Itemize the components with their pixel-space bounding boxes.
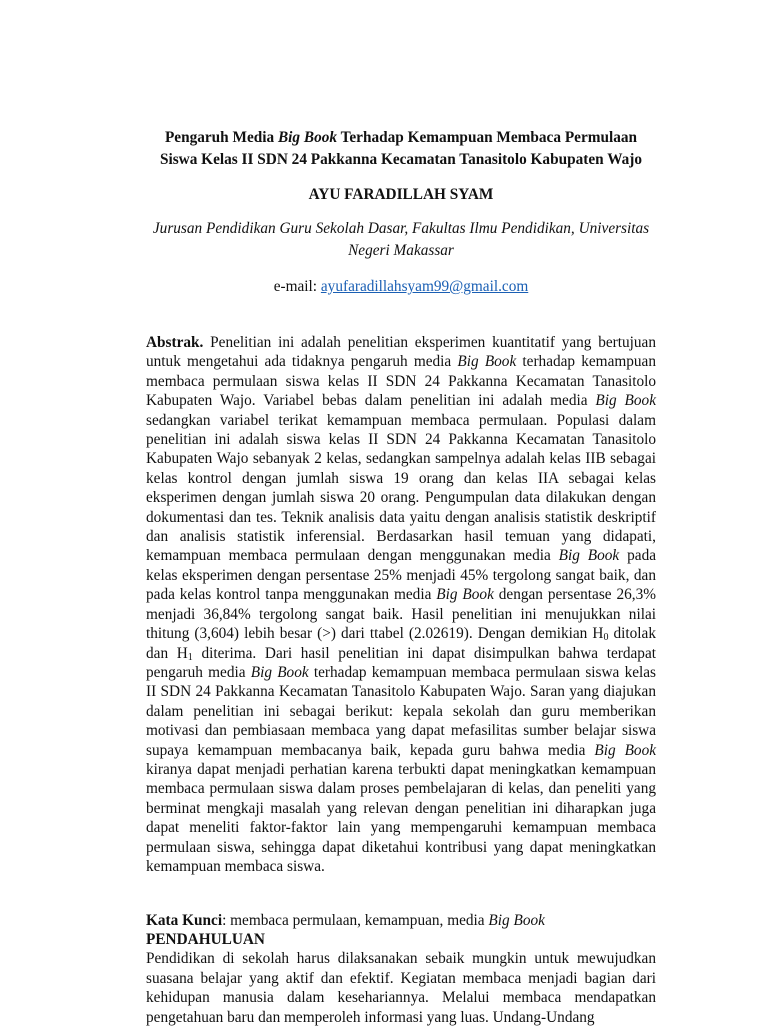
abstract-text: pada kelas eksperimen dengan persentase 25% menjadi 45% tergolong sangat baik, dan pada kelas kontrol tanpa menggunakan media (146, 547, 657, 604)
abstract-paragraph (146, 333, 656, 876)
keywords-label: Kata Kunci (146, 912, 223, 930)
abstract-text: terhadap kemampuan membaca permulaan siswa kelas II SDN 24 Pakkanna Kecamatan Tanasitolo Kabupaten Wajo. Variabel bebas dalam penelitian ini adalah media (146, 353, 656, 410)
abstract-label: Abstrak. (146, 334, 204, 351)
abstract-text: kiranya dapat menjadi perhatian karena terbukti dapat meningkatkan kemampuan membaca permulaan siswa dalam proses pembelajaran di kelas, dan peneliti yang berminat mengkaji masalah yang relevan dengan penelitian ini diharapkan juga dapat meneliti faktor-faktor lain yang mempengaruhi kemampuan membaca permulaan siswa, sehingga dapat diketahui kontribusi yang dapat meningkatkan kemampuan membaca siswa. (146, 760, 656, 875)
abstract-text: dengan persentase 26,3% menjadi 36,84% tergolong sangat baik. Hasil penelitian ini menujukkan nilai thitung (3,604) lebih besar (>) dari ttabel (2.02619). Dengan demikian H (146, 586, 656, 643)
abstract-text: ditolak dan H (146, 625, 656, 662)
keywords-emphasis: Big Book (488, 912, 545, 930)
email-label: e-mail: (273, 278, 321, 295)
abstract-text: terhadap kemampuan membaca permulaan siswa kelas II SDN 24 Pakkanna Kecamatan Tanasitolo Kabupaten Wajo. Saran yang diajukan dalam penelitian ini sebagai berikut: kepala sekolah dan guru memberikan motivasi dan pembiasaan membaca yang dapat mefasilitas sumber belajar siswa supaya kemampuan membacanya baik, kepada guru bahwa media (146, 663, 656, 759)
abstract-emphasis: Big Book (595, 392, 656, 410)
abstract-text: sedangkan variabel terikat kemampuan membaca permulaan. Populasi dalam penelitian ini adalah siswa kelas II SDN 24 Pakkanna Kecamatan Tanasitolo Kabupaten Wajo sebanyak 2 kelas, sedangkan sampelnya adalah kelas IIB sebagai kelas kontrol dengan jumlah siswa 19 orang dan kelas IIA sebagai kelas eksperimen dengan jumlah siswa 20 orang. Pengumpulan data dilakukan dengan dokumentasi dan tes. Teknik analisis data yaitu dengan analisis statistik deskriptif dan analisis statistik inferensial. Berdasarkan hasil temuan yang didapati, kemampuan membaca permulaan dengan menggunakan media (146, 411, 656, 565)
title-text-rest: Terhadap Kemampuan Membaca Permulaan Siswa Kelas II SDN 24 Pakkanna Kecamatan Tanasitolo Kabupaten Wajo (159, 129, 643, 168)
keywords-text: : membaca permulaan, kemampuan, media (222, 912, 489, 930)
title-text: Pengaruh Media (164, 129, 278, 146)
section-heading: PENDAHULUAN (146, 931, 265, 949)
subscript: 0 (603, 632, 609, 644)
abstract-emphasis: Big Book (250, 663, 309, 681)
abstract-text: Penelitian ini adalah penelitian eksperimen kuantitatif yang bertujuan untuk mengetahui ada tidaknya pengaruh media (146, 334, 656, 371)
title-emphasis: Big Book (277, 129, 338, 146)
abstract-emphasis: Big Book (457, 353, 517, 371)
abstract-emphasis: Big Book (594, 741, 657, 759)
author-name: AYU FARADILLAH SYAM (308, 186, 494, 203)
keywords-line (146, 911, 656, 930)
abstract-emphasis: Big Book (558, 547, 620, 565)
email-link[interactable]: ayufaradillahsyam99@gmail.com (320, 278, 529, 295)
intro-paragraph: Pendidikan di sekolah harus dilaksanakan sebaik mungkin untuk mewujudkan suasana belajar yang aktif dan efektif. Kegiatan membaca menjadi bagian dari kehidupan manusia dalam kesehariannya. Melalui membaca mendapatkan pengetahuan baru dan memperoleh informasi yang luas. Undang-Undang (146, 950, 656, 1026)
abstract-emphasis: Big Book (436, 586, 494, 604)
author-affiliation: Jurusan Pendidikan Guru Sekolah Dasar, Fakultas Ilmu Pendidikan, Universitas Negeri Makassar (152, 220, 650, 259)
author-email (146, 276, 656, 298)
paper-title (146, 127, 656, 171)
abstract-text: diterima. Dari hasil penelitian ini dapat disimpulkan bahwa terdapat pengaruh media (146, 644, 656, 681)
subscript: 1 (187, 651, 193, 663)
